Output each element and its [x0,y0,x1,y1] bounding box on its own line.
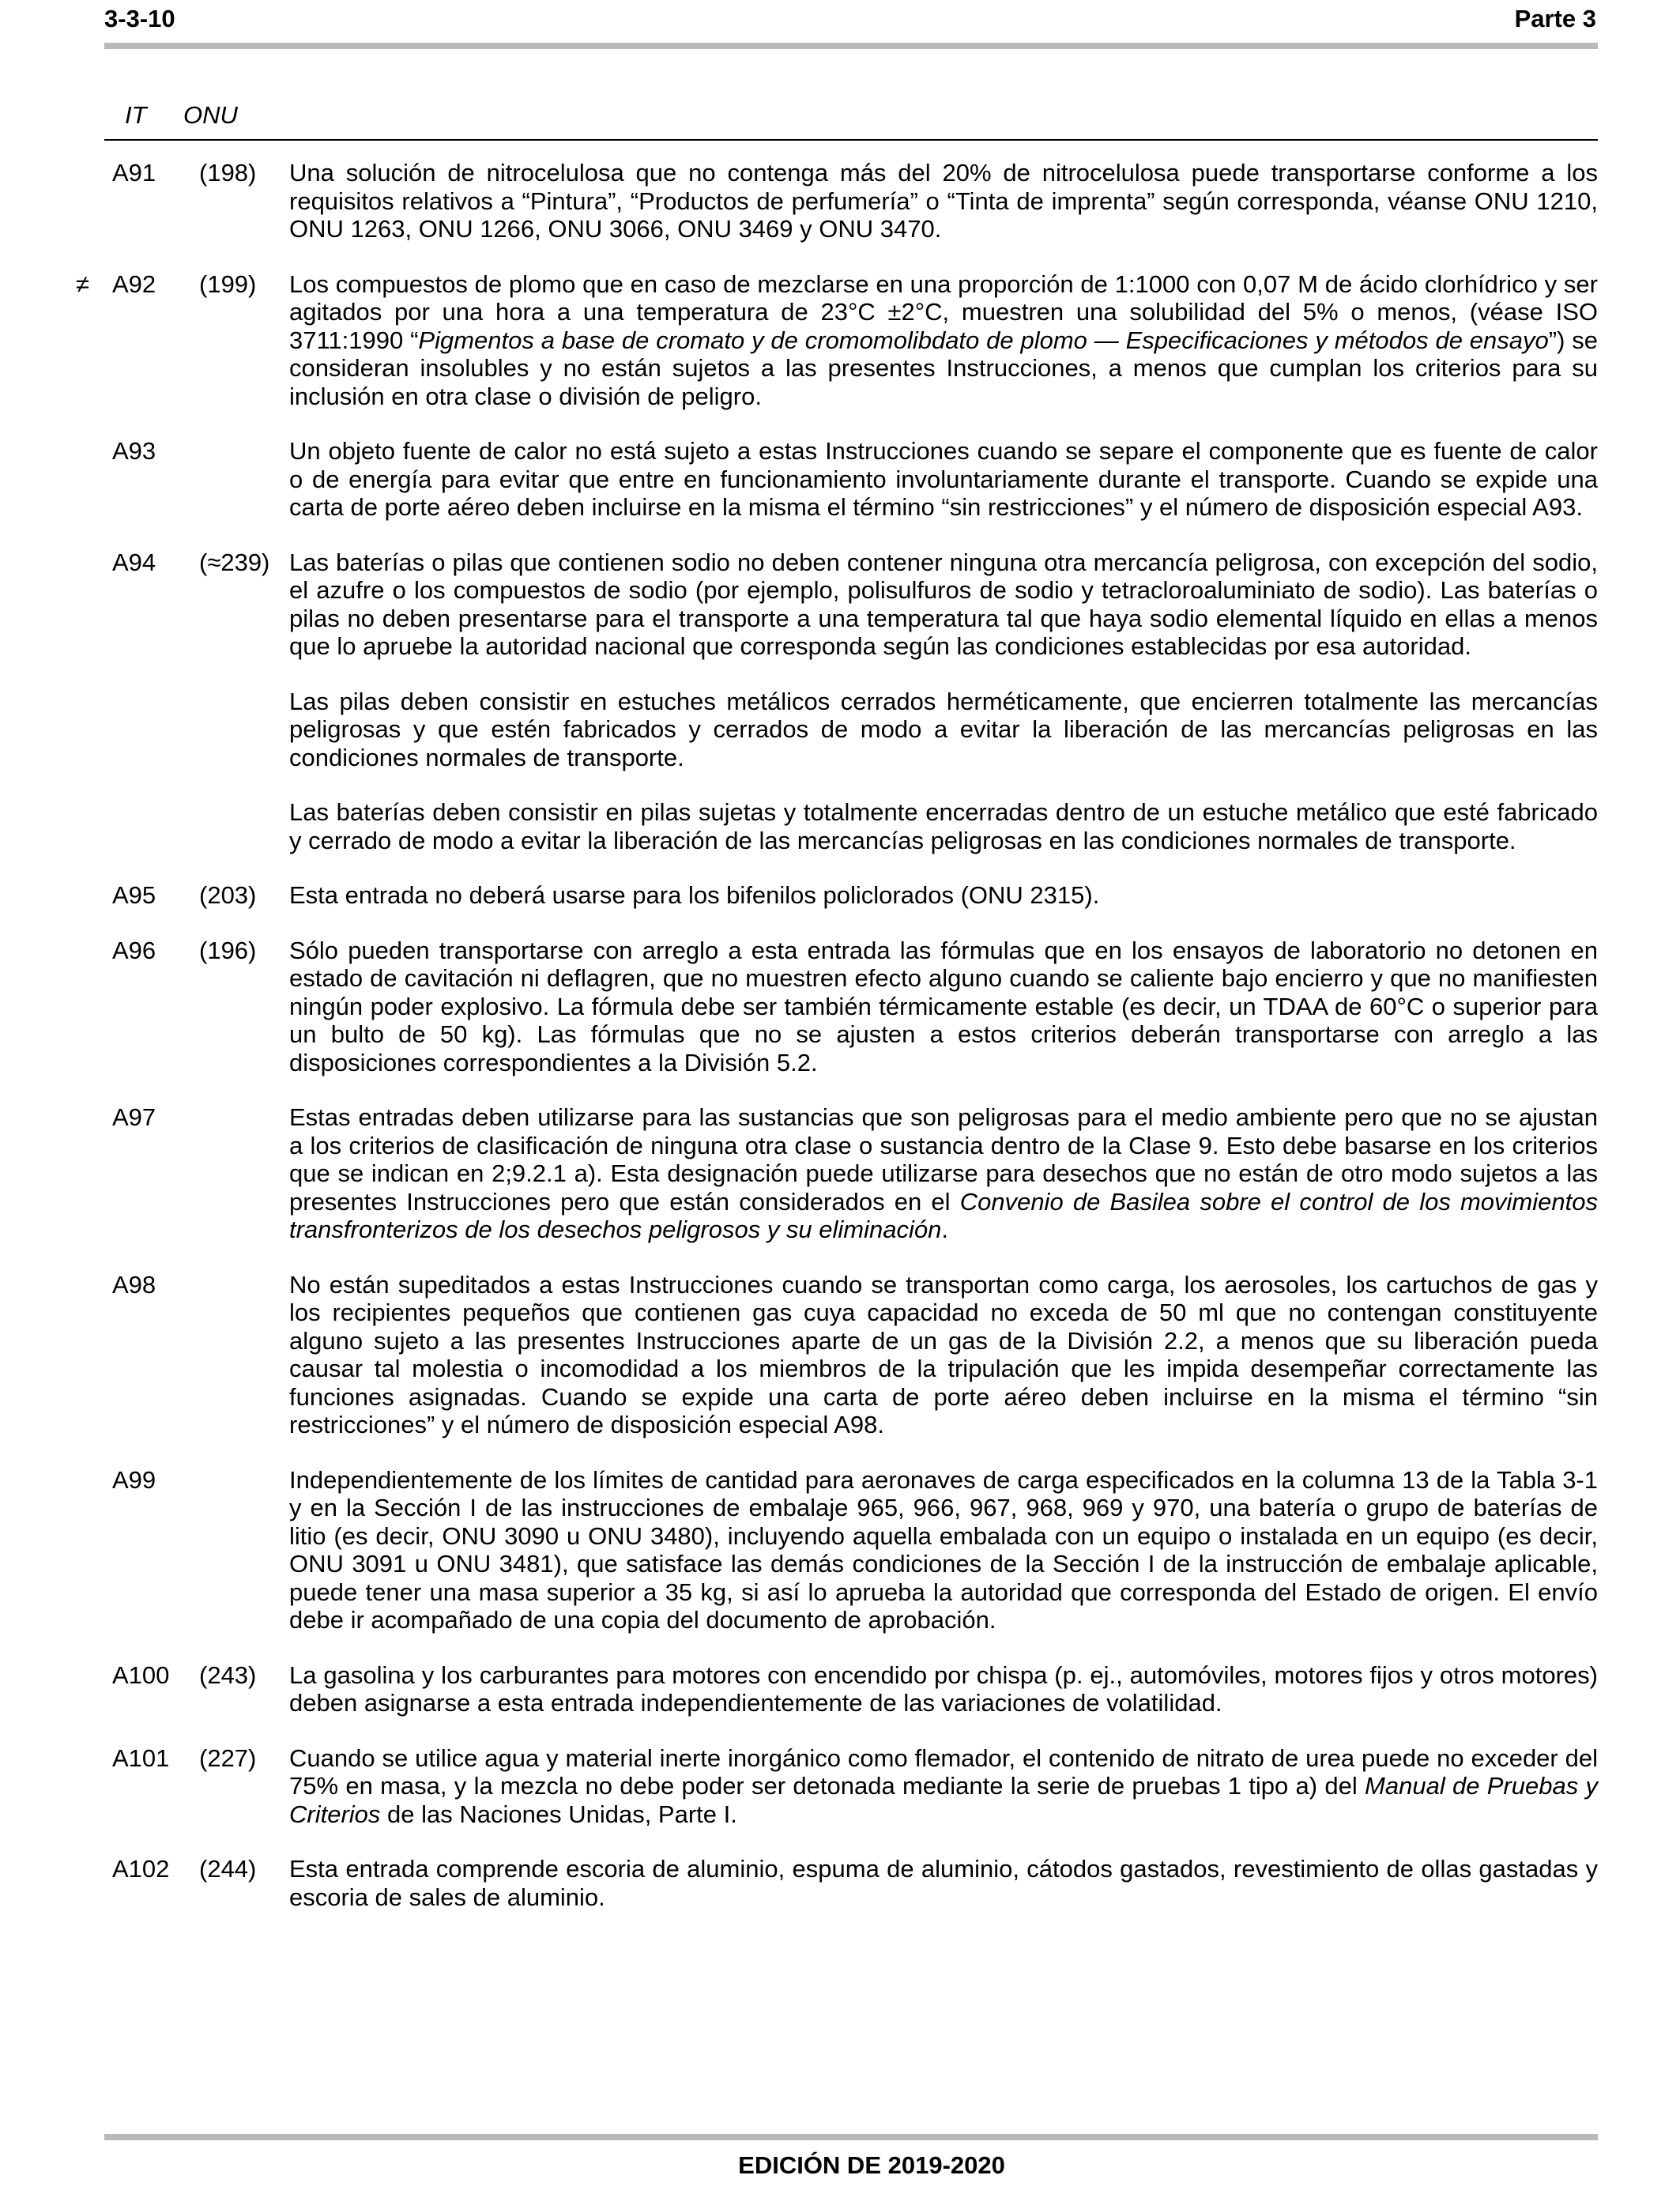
provision-code: A93 [112,437,156,465]
column-header-it: IT [125,101,147,129]
provision-code: A94 [112,548,156,576]
page-number: 3-3-10 [104,5,175,32]
text-run: Estas entradas deben utilizarse para las sustancias que son peligrosas para el medio ambiente pero que no se ajustan a los criterios de clasificación de ninguna otra clase o sustancia dentro de la Clase 9. Esto debe basarse en los criterios que se indican en 2;9.2.1 a). Esta designación puede utilizarse para desechos que no están de otro modo sujetos a las presentes Instrucciones pero que están considerados en el [289,1103,1598,1216]
provision-paragraph [289,688,1598,772]
text-run: Las pilas deben consistir en estuches metálicos cerrados herméticamente, que encierren totalmente las mercancías peligrosas y que estén fabricados y cerrados de modo a evitar la liberación de las mercancías peligrosas en las condiciones normales de transporte. [289,687,1598,771]
provision-code: A101 [112,1744,170,1772]
text-run: La gasolina y los carburantes para motores con encendido por chispa (p. ej., automóviles, motores fijos y otros motores) deben asignarse a esta entrada independientemente de las variaciones de volatilidad. [289,1661,1598,1717]
revision-mark: ≠ [76,270,90,298]
provision-code: A96 [112,936,156,964]
provision-paragraph [289,798,1598,854]
provision-text [289,1661,1598,1717]
text-run: Cuando se utilice agua y material inerte inorgánico como flemador, el contenido de nitrato de urea puede no exceder del 75% en masa, y la mezcla no debe poder ser detonada mediante la serie de pruebas 1 tipo a) del [289,1744,1598,1800]
provision-code: A91 [112,159,156,187]
provision-text [289,1744,1598,1829]
un-reference: (≈239) [199,548,270,576]
provision-entry [0,937,1680,1077]
provision-paragraph [289,1855,1598,1911]
provision-paragraph [289,437,1598,522]
un-reference: (199) [199,270,257,298]
provision-paragraph [289,548,1598,661]
provision-paragraph [289,881,1598,910]
text-run: de las Naciones Unidas, Parte I. [380,1800,737,1828]
provision-entry [0,1744,1680,1829]
provision-text [289,1103,1598,1244]
un-reference: (227) [199,1744,257,1772]
provision-paragraph [289,937,1598,1077]
provision-entry [0,159,1680,243]
text-run: Esta entrada comprende escoria de aluminio, espuma de aluminio, cátodos gastados, revestimiento de ollas gastadas y escoria de sales de aluminio. [289,1855,1598,1911]
provision-text [289,437,1598,522]
un-reference: (244) [199,1855,257,1883]
provision-entry [0,1103,1680,1244]
provision-code: A98 [112,1270,156,1299]
provision-code: A92 [112,270,156,298]
part-label: Parte 3 [1514,5,1596,32]
text-run: Esta entrada no deberá usarse para los bifenilos policlorados (ONU 2315). [289,881,1100,909]
provision-entry [0,270,1680,411]
italic-text: Convenio de Basilea sobre el control de los movimientos transfronterizos de los desechos peligrosos y su eliminación [289,1187,1598,1243]
provision-text [289,937,1598,1077]
provision-code: A95 [112,881,156,909]
provision-paragraph [289,270,1598,411]
provision-text [289,548,1598,855]
provision-entry [0,881,1680,910]
italic-text: Pigmentos a base de cromato y de cromomolibdato de plomo — Especificaciones y métodos de ensayo [418,326,1549,354]
text-run: Una solución de nitrocelulosa que no contenga más del 20% de nitrocelulosa puede transportarse conforme a los requisitos relativos a “Pintura”, “Productos de perfumería” o “Tinta de imprenta” según corresponda, véanse ONU 1210, ONU 1263, ONU 1266, ONU 3066, ONU 3469 y ONU 3470. [289,159,1598,243]
text-run: Los compuestos de plomo que en caso de mezclarse en una proporción de 1:1000 con 0,07 M de ácido clorhídrico y ser agitados por una hora a una temperatura de 23°C ±2°C, muestren una solubilidad del 5% o menos, (véase ISO 3711:1990 “ [289,270,1598,354]
provision-entry [0,1855,1680,1911]
provision-text [289,1466,1598,1634]
provision-text [289,270,1598,411]
un-reference: (196) [199,936,257,964]
text-run: No están supeditados a estas Instrucciones cuando se transportan como carga, los aerosoles, los cartuchos de gas y los recipientes pequeños que contienen gas cuya capacidad no exceda de 50 ml que no contengan constituyente alguno sujeto a las presentes Instrucciones aparte de un gas de la División 2.2, a menos que su liberación pueda causar tal molestia o incomodidad a los miembros de la tripulación que les impida desempeñar correctamente las funciones asignadas. Cuando se expide una carta de porte aéreo deben incluirse en la misma el término “sin restricciones” y el número de disposición especial A98. [289,1270,1598,1438]
provision-text [289,159,1598,243]
text-run: Las baterías deben consistir en pilas sujetas y totalmente encerradas dentro de un estuche metálico que esté fabricado y cerrado de modo a evitar la liberación de las mercancías peligrosas en las condiciones normales de transporte. [289,798,1598,854]
text-run: Las baterías o pilas que contienen sodio no deben contener ninguna otra mercancía peligrosa, con excepción del sodio, el azufre o los compuestos de sodio (por ejemplo, polisulfuros de sodio y tetracloroaluminiato de sodio). Las baterías o pilas no deben presentarse para el transporte a una temperatura tal que haya sodio elemental líquido en ellas a menos que lo apruebe la autoridad nacional que corresponda según las condiciones establecidas por esa autoridad. [289,548,1598,660]
provision-text [289,1855,1598,1911]
provision-paragraph [289,1103,1598,1244]
text-run: ”) se consideran insolubles y no están sujetos a las presentes Instrucciones, a menos que cumplan los criterios para su inclusión en otra clase o división de peligro. [289,326,1598,410]
text-run: Un objeto fuente de calor no está sujeto a estas Instrucciones cuando se separe el componente que es fuente de calor o de energía para evitar que entre en funcionamiento involuntariamente durante el transporte. Cuando se expide una carta de porte aéreo deben incluirse en la misma el término “sin restricciones” y el número de disposición especial A93. [289,437,1598,521]
text-run: Independientemente de los límites de cantidad para aeronaves de carga especificados en la columna 13 de la Tabla 3-1 y en la Sección I de las instrucciones de embalaje 965, 966, 967, 968, 969 y 970, una batería o grupo de baterías de litio (es decir, ONU 3090 u ONU 3480), incluyendo aquella embalada con un equipo o instalada en un equipo (es decir, ONU 3091 u ONU 3481), que satisface las demás condiciones de la Sección I de la instrucción de embalaje aplicable, puede tener una masa superior a 35 kg, si así lo aprueba la autoridad que corresponda del Estado de origen. El envío debe ir acompañado de una copia del documento de aprobación. [289,1465,1598,1634]
provision-entry [0,1466,1680,1634]
provision-code: A99 [112,1465,156,1494]
un-reference: (203) [199,881,257,909]
provision-code: A100 [112,1661,170,1689]
provision-code: A97 [112,1103,156,1131]
italic-text: Manual de Pruebas y Criterios [289,1772,1598,1828]
provision-text [289,881,1598,910]
text-run: Sólo pueden transportarse con arreglo a esta entrada las fórmulas que en los ensayos de laboratorio no detonen en estado de cavitación ni deflagren, que no muestren efecto alguno cuando se caliente bajo encierro y que no manifiesten ningún poder explosivo. La fórmula debe ser también térmicamente estable (es decir, un TDAA de 60°C o superior para un bulto de 50 kg). Las fórmulas que no se ajusten a estos criterios deberán transportarse con arreglo a las disposiciones correspondientes a la División 5.2. [289,936,1598,1076]
column-header-rule [104,139,1598,141]
provision-entry [0,437,1680,522]
un-reference: (243) [199,1661,257,1689]
provision-paragraph [289,1271,1598,1439]
edition-footer: EDICIÓN DE 2019-2020 [738,2151,1005,2179]
text-run: . [941,1216,948,1243]
provision-text [289,1271,1598,1439]
provision-entry [0,1271,1680,1439]
provision-paragraph [289,1466,1598,1634]
provision-entry [0,548,1680,855]
provision-paragraph [289,1744,1598,1829]
un-reference: (198) [199,159,257,187]
provision-paragraph [289,1661,1598,1717]
provision-paragraph [289,159,1598,243]
provision-code: A102 [112,1855,170,1883]
header-rule [104,43,1598,49]
special-provisions-list [0,159,1680,1938]
column-header-onu: ONU [183,101,238,129]
provision-entry [0,1661,1680,1717]
footer-rule [104,2134,1598,2140]
